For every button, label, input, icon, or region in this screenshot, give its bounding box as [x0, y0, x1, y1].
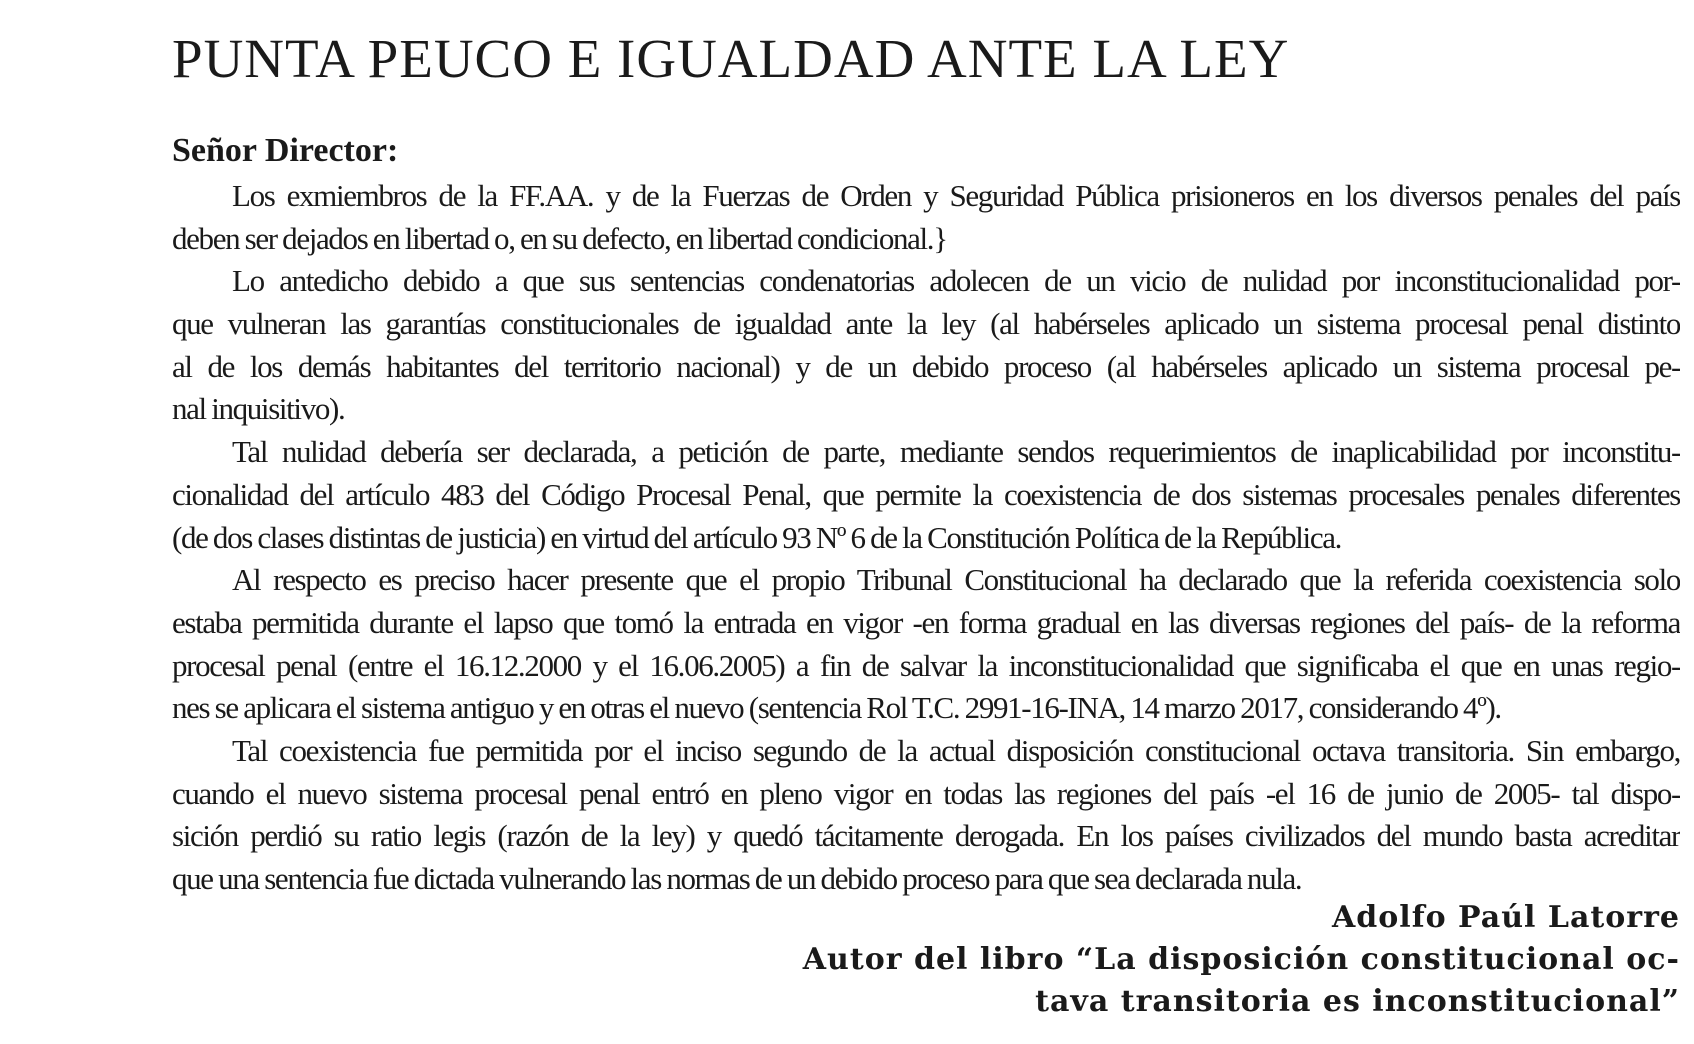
salutation: Señor Director: — [172, 132, 399, 169]
body-line: Los exmiembros de la FF.AA. y de la Fuerzas de Orden y Seguridad Pública prisioneros en los diversos penales del país — [232, 178, 1680, 213]
body-line: sición perdió su ratio legis (razón de la ley) y quedó tácitamente derogada. En los países civilizados del mundo basta acreditar — [172, 818, 1680, 854]
body-line: nes se aplicara el sistema antiguo y en otras el nuevo (sentencia Rol T.C. 2991-16-INA, 14 marzo 2017, considerando 4º). — [172, 690, 1501, 726]
body-line: al de los demás habitantes del territorio nacional) y de un debido proceso (al habérseles aplicado un sistema procesal pe- — [172, 348, 1680, 384]
letter-body — [172, 175, 1680, 901]
author-title-line-2: tava transitoria es inconstitucional” — [1035, 984, 1680, 1019]
body-line: cionalidad del artículo 483 del Código Procesal Penal, que permite la coexistencia de dos sistemas procesales penales diferentes — [172, 476, 1680, 512]
body-line: (de dos clases distintas de justicia) en virtud del artículo 93 Nº 6 de la Constitución Política de la República. — [172, 519, 1342, 555]
signature-block — [803, 897, 1680, 1023]
body-line: Tal coexistencia fue permitida por el inciso segundo de la actual disposición constitucional octava transitoria. Sin embargo, — [232, 732, 1680, 768]
body-line: Tal nulidad debería ser declarada, a petición de parte, mediante sendos requerimientos de inaplicabilidad por inconstitu- — [232, 434, 1680, 470]
body-line: deben ser dejados en libertad o, en su defecto, en libertad condicional.} — [172, 220, 947, 256]
body-line: Lo antedicho debido a que sus sentencias condenatorias adolecen de un vicio de nulidad por inconstitucionalidad por- — [232, 263, 1680, 299]
body-line: cuando el nuevo sistema procesal penal entró en pleno vigor en todas las regiones del país -el 16 de junio de 2005- tal dispo- — [172, 775, 1680, 811]
article-headline: PUNTA PEUCO E IGUALDAD ANTE LA LEY — [172, 28, 1290, 89]
author-name: Adolfo Paúl Latorre — [1332, 900, 1680, 935]
body-line: estaba permitida durante el lapso que tomó la entrada en vigor -en forma gradual en las diversas regiones del país- de la reforma — [172, 604, 1680, 640]
body-line: procesal penal (entre el 16.12.2000 y el 16.06.2005) a fin de salvar la inconstitucionalidad que significaba el que en unas regio- — [172, 647, 1680, 683]
author-title-line-1: Autor del libro “La disposición constitucional oc- — [802, 942, 1680, 977]
body-line: nal inquisitivo). — [172, 391, 345, 427]
body-line: que vulneran las garantías constitucionales de igualdad ante la ley (al habérseles aplicado un sistema procesal penal distinto — [172, 306, 1680, 342]
body-line: Al respecto es preciso hacer presente que el propio Tribunal Constitucional ha declarado que la referida coexistencia solo — [232, 562, 1680, 598]
body-line: que una sentencia fue dictada vulnerando las normas de un debido proceso para que sea declarada nula. — [172, 861, 1302, 896]
